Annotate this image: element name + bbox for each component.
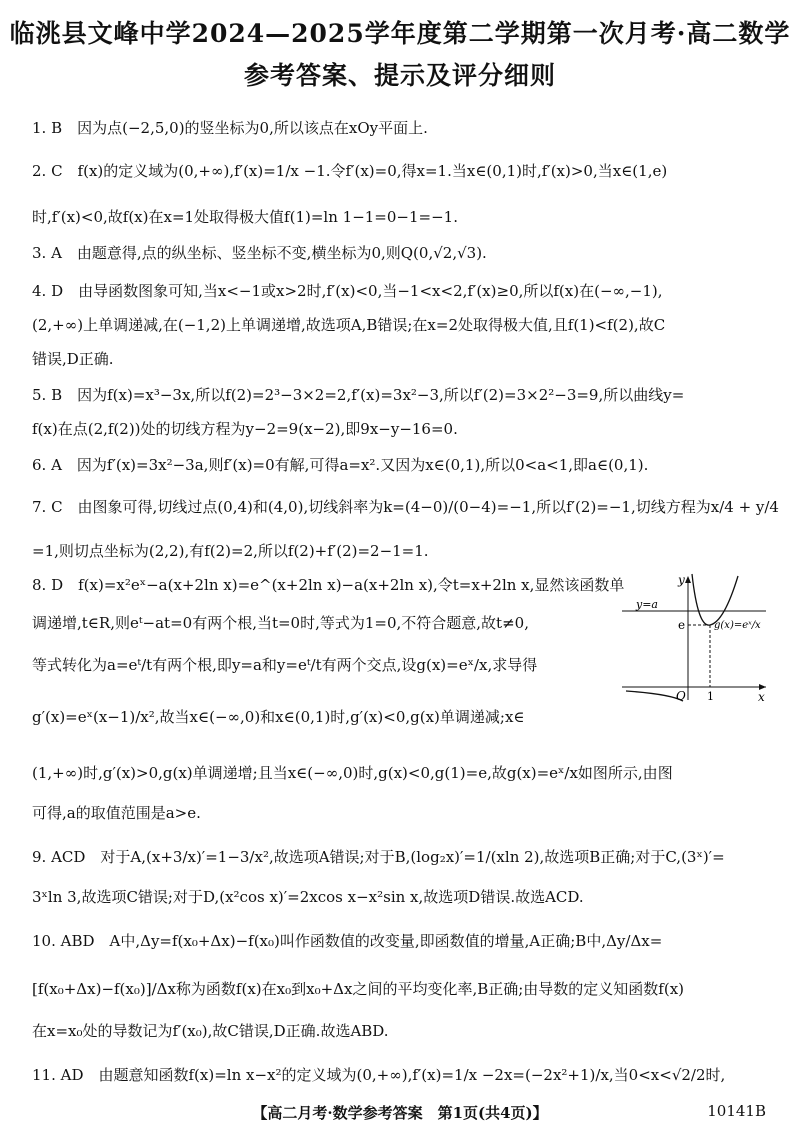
label-origin: O [676, 689, 686, 703]
answer-4-line2: (2,+∞)上单调递减,在(−1,2)上单调递增,故选项A,B错误;在x=2处取得极大值,且f(1)<f(2),故C [32, 316, 666, 334]
document-code: 10141B [707, 1102, 766, 1120]
label-x: x [758, 690, 765, 704]
answer-4-line3: 错误,D正确. [32, 350, 114, 368]
answer-8-line6: 可得,a的取值范围是a>e. [32, 804, 201, 822]
answer-10-line1: 10. ABD A中,Δy=f(x₀+Δx)−f(x₀)叫作函数值的改变量,即函数值的增量,A正确;B中,Δy/Δx= [32, 932, 663, 950]
page-title: 临洮县文峰中学2024—2025学年度第二学期第一次月考·高二数学 [9, 19, 791, 48]
y-axis-arrow [685, 576, 691, 583]
answer-6: 6. A 因为f′(x)=3x²−3a,则f′(x)=0有解,可得a=x².又因为x∈(0,1),所以0<a<1,即a∈(0,1). [32, 456, 649, 474]
answer-9-line1: 9. ACD 对于A,(x+3/x)′=1−3/x²,故选项A错误;对于B,(log₂x)′=1/(xln 2),故选项B正确;对于C,(3ˣ)′= [32, 848, 725, 866]
answer-8-line5: (1,+∞)时,g′(x)>0,g(x)单调递增;且当x∈(−∞,0)时,g(x)<0,g(1)=e,故g(x)=eˣ/x如图所示,由图 [32, 764, 673, 782]
answer-4-line1: 4. D 由导函数图象可知,当x<−1或x>2时,f′(x)<0,当−1<x<2,f′(x)≥0,所以f(x)在(−∞,−1), [32, 282, 663, 300]
answer-5-line1: 5. B 因为f(x)=x³−3x,所以f(2)=2³−3×2=2,f′(x)=3x²−3,所以f′(2)=3×2²−3=9,所以曲线y= [32, 386, 685, 404]
answer-7-line1: 7. C 由图象可得,切线过点(0,4)和(4,0),切线斜率为k=(4−0)/(0−4)=−1,所以f′(2)=−1,切线方程为x/4 + y/4 [32, 498, 779, 516]
label-one: 1 [707, 690, 714, 703]
curve-right-branch [692, 574, 738, 625]
answer-11-line1: 11. AD 由题意知函数f(x)=ln x−x²的定义域为(0,+∞),f′(x)=1/x −2x=(−2x²+1)/x,当0<x<√2/2时, [32, 1066, 726, 1084]
function-graph [620, 570, 770, 705]
label-y-equals-a: y=a [636, 598, 658, 611]
answer-10-line3: 在x=x₀处的导数记为f′(x₀),故C错误,D正确.故选ABD. [32, 1022, 389, 1040]
answer-8-line3: 等式转化为a=eᵗ/t有两个根,即y=a和y=eᵗ/t有两个交点,设g(x)=eˣ/x,求导得 [32, 656, 538, 674]
answer-8-line1: 8. D f(x)=x²eˣ−a(x+2ln x)=e^(x+2ln x)−a(x+2ln x),令t=x+2ln x,显然该函数单 [32, 576, 625, 594]
label-y: y [678, 573, 685, 587]
answer-7-line2: =1,则切点坐标为(2,2),有f(2)=2,所以f(2)+f′(2)=2−1=1. [32, 542, 429, 560]
answer-8-line4: g′(x)=eˣ(x−1)/x²,故当x∈(−∞,0)和x∈(0,1)时,g′(x)<0,g(x)单调递减;x∈ [32, 708, 525, 726]
answer-1: 1. B 因为点(−2,5,0)的竖坐标为0,所以该点在xOy平面上. [32, 119, 428, 137]
answer-9-line2: 3ˣln 3,故选项C错误;对于D,(x²cos x)′=2xcos x−x²sin x,故选项D错误.故选ACD. [32, 888, 584, 906]
answer-2-line1: 2. C f(x)的定义域为(0,+∞),f′(x)=1/x −1.令f′(x)=0,得x=1.当x∈(0,1)时,f′(x)>0,当x∈(1,e) [32, 162, 668, 180]
answer-5-line2: f(x)在点(2,f(2))处的切线方程为y−2=9(x−2),即9x−y−16=0. [32, 420, 458, 438]
label-e: e [678, 618, 686, 632]
curve-left-branch [626, 691, 683, 701]
answer-2-line2: 时,f′(x)<0,故f(x)在x=1处取得极大值f(1)=ln 1−1=0−1=−1. [32, 208, 458, 226]
label-function: g(x)=eˣ/x [714, 620, 761, 631]
answer-8-line2: 调递增,t∈R,则eᵗ−at=0有两个根,当t=0时,等式为1=0,不符合题意,故t≠0, [32, 614, 529, 632]
page-subtitle: 参考答案、提示及评分细则 [243, 61, 556, 90]
answer-10-line2: [f(x₀+Δx)−f(x₀)]/Δx称为函数f(x)在x₀到x₀+Δx之间的平均变化率,B正确;由导数的定义知函数f(x) [32, 980, 685, 998]
answer-3: 3. A 由题意得,点的纵坐标、竖坐标不变,横坐标为0,则Q(0,√2,√3). [32, 244, 487, 262]
page-footer: 【高二月考·数学参考答案 第1页(共4页)】 [252, 1104, 548, 1122]
